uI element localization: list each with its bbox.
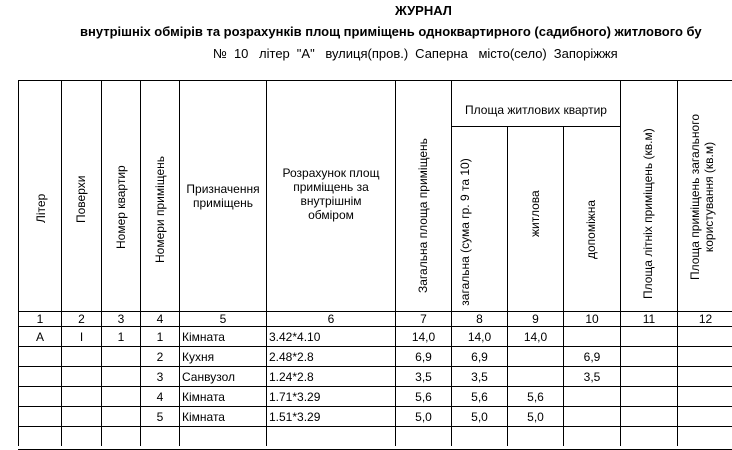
cell-value: Кімната [182, 389, 225, 404]
journal-title: ЖУРНАЛ [395, 3, 452, 18]
column-number [140, 311, 179, 326]
column-number-text: 3 [117, 312, 125, 326]
table-cell [451, 326, 507, 346]
cell-value: 6,9 [583, 349, 601, 364]
empty-cell [140, 426, 179, 446]
cell-value: 2.48*2.8 [269, 349, 314, 364]
header-purpose-text: Призначення приміщень [186, 182, 260, 210]
table-cell [266, 386, 395, 406]
column-number-text: 6 [327, 312, 335, 326]
empty-cell [18, 426, 61, 446]
cell-value: 5,6 [471, 389, 488, 404]
header-room-no-text: Номери приміщень [153, 155, 167, 263]
table-cell [395, 366, 451, 386]
empty-cell [451, 426, 507, 446]
empty-cell [61, 426, 101, 446]
header-residential-group [451, 80, 620, 126]
column-number-text: 2 [78, 312, 85, 326]
table-cell [507, 326, 563, 346]
cell-value: Санвузол [182, 369, 235, 384]
table-cell [101, 386, 140, 406]
column-number-text: 10 [585, 312, 599, 326]
table-cell [61, 406, 101, 426]
table-cell [179, 406, 266, 426]
table-cell [18, 406, 61, 426]
table-cell [677, 326, 732, 346]
cell-value: 1 [156, 329, 164, 344]
column-number-text: 4 [156, 312, 164, 326]
header-apartment-no-text: Номер квартир [114, 165, 128, 249]
cell-value: 4 [156, 389, 164, 404]
table-cell [101, 406, 140, 426]
street-value: Саперна [415, 46, 468, 61]
table-cell [451, 366, 507, 386]
cell-value: 6,9 [471, 349, 488, 364]
journal-subtitle: внутрішніх обмірів та розрахунків площ приміщень одноквартирного (садибного) житлового бу [80, 24, 702, 39]
table-cell [61, 346, 101, 366]
column-number [101, 311, 140, 326]
liter-value: "А" [296, 46, 315, 61]
header-liter [18, 80, 61, 311]
address-line [213, 46, 625, 61]
table-cell [620, 386, 677, 406]
column-number [179, 311, 266, 326]
cell-value: Кімната [182, 329, 225, 344]
header-summer-area [620, 80, 677, 311]
table-cell [507, 366, 563, 386]
table-cell [620, 406, 677, 426]
cell-value: Кімната [182, 409, 225, 424]
empty-cell [620, 426, 677, 446]
header-res-total-text: загальна (сума гр. 9 та 10) [458, 158, 472, 306]
column-number [620, 311, 677, 326]
cell-value: А [35, 329, 44, 344]
column-number-text: 1 [36, 312, 44, 326]
header-residential-group-text: Площа житлових квартир [465, 103, 607, 117]
header-res-living [507, 126, 563, 311]
cell-value: 5,6 [415, 389, 432, 404]
table-cell [507, 346, 563, 366]
table-cell [61, 386, 101, 406]
cell-value: 5 [156, 409, 164, 424]
cell-value: 1 [117, 329, 125, 344]
table-cell [179, 326, 266, 346]
header-purpose [179, 80, 266, 311]
header-res-living-text: житлова [528, 190, 542, 237]
empty-cell [507, 426, 563, 446]
table-cell [61, 366, 101, 386]
table-cell [563, 346, 620, 366]
cell-value: 5,6 [527, 389, 544, 404]
table-cell [395, 326, 451, 346]
header-res-total [451, 126, 507, 311]
column-number [395, 311, 451, 326]
table-cell [620, 326, 677, 346]
table-cell [677, 346, 732, 366]
cell-value: 6,9 [415, 349, 432, 364]
table-cell [18, 366, 61, 386]
header-common-area-text: Площа приміщень загального користування (кв.м) [688, 113, 716, 281]
header-floors-text: Поверхи [74, 175, 88, 223]
column-number [563, 311, 620, 326]
liter-label: літер [259, 46, 290, 61]
table-cell [140, 346, 179, 366]
empty-cell [101, 426, 140, 446]
column-number-text: 7 [420, 312, 427, 326]
table-cell [395, 406, 451, 426]
number-label: № [213, 46, 227, 61]
table-cell [563, 366, 620, 386]
cell-value: 3 [156, 369, 164, 384]
column-number-text: 9 [532, 312, 539, 326]
table-cell [266, 406, 395, 426]
table-cell [620, 346, 677, 366]
column-number [18, 311, 61, 326]
table-cell [101, 366, 140, 386]
column-number [266, 311, 395, 326]
table-cell [563, 326, 620, 346]
table-cell [179, 386, 266, 406]
cell-value: 14,0 [523, 329, 548, 344]
city-label: місто(село) [478, 46, 547, 61]
number-value: 10 [233, 46, 249, 61]
table-cell [451, 386, 507, 406]
header-summer-area-text: Площа літніх приміщень (кв.м) [641, 128, 655, 299]
cell-value: 14,0 [411, 329, 436, 344]
header-calculation [266, 80, 395, 311]
cell-value: 3.42*4.10 [269, 329, 321, 344]
cell-value: 1.51*3.29 [269, 409, 321, 424]
table-cell [620, 366, 677, 386]
column-number [451, 311, 507, 326]
table-cell [266, 346, 395, 366]
table-cell [395, 386, 451, 406]
cell-value: 2 [156, 349, 164, 364]
table-cell [179, 366, 266, 386]
table-cell [451, 406, 507, 426]
header-room-no [140, 80, 179, 311]
empty-cell [677, 426, 732, 446]
table-cell [677, 386, 732, 406]
table-cell [507, 386, 563, 406]
column-number [507, 311, 563, 326]
empty-cell [563, 426, 620, 446]
table-cell [18, 346, 61, 366]
column-number-text: 8 [476, 312, 483, 326]
empty-cell [179, 426, 266, 446]
empty-cell [266, 426, 395, 446]
column-number [677, 311, 732, 326]
cell-value: 3,5 [471, 369, 488, 384]
header-total-area-text: Загальна площа приміщень [416, 138, 430, 293]
table-cell [563, 386, 620, 406]
table-cell [677, 406, 732, 426]
header-liter-text: Літер [34, 193, 48, 223]
table-cell [507, 406, 563, 426]
table-cell [179, 346, 266, 366]
street-label: вулиця(пров.) [325, 46, 409, 61]
header-floors [61, 80, 101, 311]
column-number-text: 5 [219, 312, 227, 326]
header-common-area [677, 80, 732, 311]
header-calculation-text: Розрахунок площ приміщень за внутрішнім обміром [282, 166, 380, 222]
cell-value: Кухня [182, 349, 215, 364]
table-cell [18, 326, 61, 346]
column-number-text: 12 [698, 312, 713, 326]
table-cell [451, 346, 507, 366]
cell-value: 5,0 [527, 409, 544, 424]
table-cell [61, 326, 101, 346]
table-cell [140, 326, 179, 346]
column-number-text: 11 [642, 312, 656, 326]
table-cell [395, 346, 451, 366]
column-number [61, 311, 101, 326]
cell-value: 1.24*2.8 [269, 369, 314, 384]
cell-value: 5,0 [471, 409, 488, 424]
table-cell [266, 366, 395, 386]
cell-value: 3,5 [415, 369, 432, 384]
table-cell [677, 366, 732, 386]
table-cell [101, 346, 140, 366]
city-value: Запоріжжя [553, 46, 618, 61]
table-cell [563, 406, 620, 426]
cell-value: І [79, 329, 84, 344]
header-total-area [395, 80, 451, 311]
header-apartment-no [101, 80, 140, 311]
cell-value: 5,0 [415, 409, 432, 424]
cell-value: 14,0 [467, 329, 492, 344]
table-cell [140, 406, 179, 426]
table-cell [18, 386, 61, 406]
table-cell [140, 386, 179, 406]
header-res-auxiliary-text: допоміжна [584, 199, 598, 259]
cell-value: 3,5 [583, 369, 601, 384]
cell-value: 1.71*3.29 [269, 389, 321, 404]
table-cell [101, 326, 140, 346]
empty-cell [395, 426, 451, 446]
table-cell [266, 326, 395, 346]
table-cell [140, 366, 179, 386]
header-res-auxiliary [563, 126, 620, 311]
